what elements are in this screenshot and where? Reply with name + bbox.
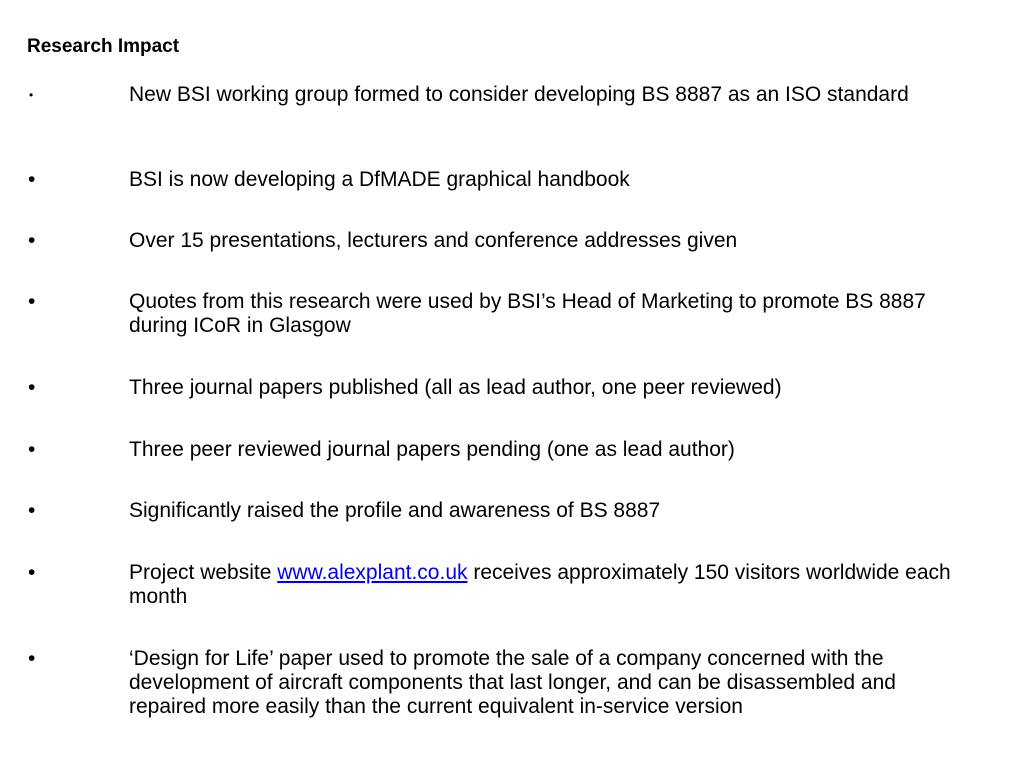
bullet-text-suffix: receives approximately 150 visitors worldwide each month (129, 561, 951, 608)
bullet-marker: • (28, 561, 36, 584)
bullet-text: Over 15 presentations, lecturers and conference addresses given (129, 229, 738, 252)
bullet-text: Three peer reviewed journal papers pending (one as lead author) (129, 438, 735, 461)
slide-title: Research Impact (27, 36, 180, 57)
bullet-text: Quotes from this research were used by BSI’s Head of Marketing to promote BS 8887 during ICoR in Glasgow (129, 290, 926, 337)
bullet-marker: • (29, 88, 34, 102)
website-link[interactable]: www.alexplant.co.uk (277, 561, 468, 584)
bullet-marker: • (28, 647, 36, 670)
bullet-text: Three journal papers published (all as lead author, one peer reviewed) (129, 376, 782, 399)
bullet-text: New BSI working group formed to consider developing BS 8887 as an ISO standard (129, 83, 909, 106)
bullet-marker: • (28, 376, 36, 399)
bullet-text (129, 561, 969, 609)
bullet-marker: • (28, 229, 36, 252)
bullet-text-prefix: Project website (129, 561, 278, 584)
bullet-marker: • (28, 438, 36, 461)
bullet-marker: • (28, 499, 36, 522)
bullet-text: BSI is now developing a DfMADE graphical handbook (129, 168, 630, 191)
bullet-text: Significantly raised the profile and awareness of BS 8887 (129, 499, 661, 522)
bullet-text: ‘Design for Life’ paper used to promote the sale of a company concerned with the development of aircraft components that last longer, and can be disassembled and repaired more easily than the current equivalent in-service version (129, 647, 896, 718)
bullet-marker: • (28, 168, 36, 191)
bullet-marker: • (28, 290, 36, 313)
